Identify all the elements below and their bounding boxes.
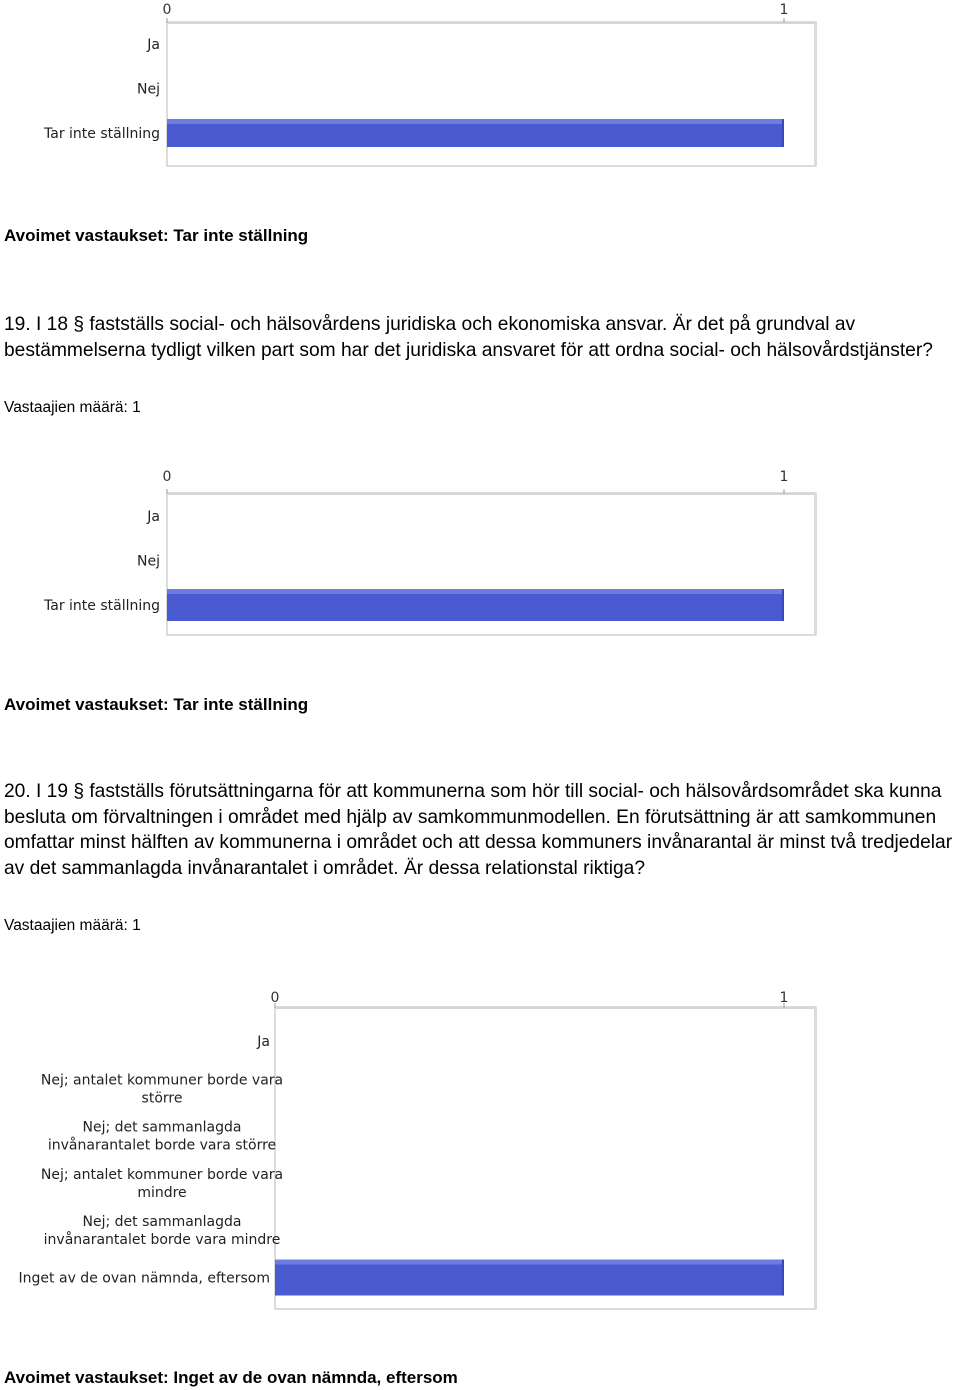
- open-answer-1: Avoimet vastaukset: Tar inte ställning: [4, 226, 309, 245]
- x-tick-label: 0: [270, 990, 280, 1006]
- x-tick-label: 1: [779, 469, 789, 485]
- svg-text:Nej; det sammanlagda: Nej; det sammanlagda: [82, 1119, 242, 1136]
- category-label: [137, 82, 160, 98]
- x-tick-label: 0: [162, 469, 172, 485]
- category-label: [43, 598, 160, 614]
- svg-text:invånarantalet borde vara stör: invånarantalet borde vara större: [47, 1137, 277, 1154]
- svg-text:invånarantalet borde vara mind: invånarantalet borde vara mindre: [43, 1232, 281, 1249]
- svg-text:Nej; antalet kommuner borde va: Nej; antalet kommuner borde vara: [40, 1072, 284, 1089]
- category-label: [146, 37, 160, 53]
- respondent-count-20: Vastaajien määrä: 1: [4, 917, 141, 934]
- chart-19: [0, 466, 960, 638]
- svg-text:större: större: [141, 1090, 183, 1107]
- svg-text:Nej; antalet kommuner borde va: Nej; antalet kommuner borde vara: [40, 1166, 284, 1183]
- svg-text:Ja: Ja: [257, 1034, 270, 1050]
- svg-text:Ja: Ja: [147, 37, 160, 53]
- category-label: [19, 1271, 270, 1287]
- svg-text:Tar inte ställning: Tar inte ställning: [44, 126, 160, 142]
- category-label: [137, 554, 160, 570]
- chart-1: [0, 0, 960, 170]
- category-label: [48, 1120, 276, 1154]
- question-20-text: 20. I 19 § fastställs förutsättningarna för att kommunerna som hör till social- och hälsovårdsområdet ska kunna besluta om förvaltningen i området med hjälp av samkommunmodellen. En förutsättning är att samkommunen omfattar minst hälften av kommunerna i området och att dessa kommuners invånarantal är minst två tredjedelar av det sammanlagda invånarantalet i området. Är dessa relationstal riktiga?: [4, 781, 953, 879]
- category-label: [41, 1167, 283, 1201]
- svg-text:Ja: Ja: [147, 509, 160, 525]
- svg-text:Tar inte ställning: Tar inte ställning: [44, 598, 160, 614]
- question-19-text: 19. I 18 § fastställs social- och hälsovårdens juridiska och ekonomiska ansvar. Är det på grundval av bestämmelserna tydligt vilken part som har det juridiska ansvaret för att ordna social- och hälsovårdstjänster?: [4, 314, 933, 361]
- open-answer-19: Avoimet vastaukset: Tar inte ställning: [4, 695, 309, 714]
- x-tick-label: 1: [779, 990, 789, 1006]
- open-answer-20: Avoimet vastaukset: Inget av de ovan nämnda, eftersom: [4, 1368, 458, 1387]
- x-tick-label: 1: [779, 2, 789, 18]
- x-tick-label: 0: [162, 2, 172, 18]
- svg-text:Nej; det sammanlagda: Nej; det sammanlagda: [82, 1214, 242, 1231]
- category-label: [41, 1072, 283, 1106]
- chart-20: [0, 985, 960, 1313]
- svg-text:mindre: mindre: [137, 1184, 187, 1201]
- svg-text:Nej: Nej: [137, 553, 160, 570]
- bar: [275, 1260, 784, 1296]
- svg-text:Inget av de ovan nämnda, efter: Inget av de ovan nämnda, eftersom: [18, 1270, 270, 1287]
- category-label: [43, 126, 160, 142]
- category-label: [44, 1214, 281, 1248]
- category-label: [146, 509, 160, 525]
- category-label: [256, 1034, 270, 1050]
- svg-text:Nej: Nej: [137, 81, 160, 98]
- respondent-count-19: Vastaajien määrä: 1: [4, 399, 141, 416]
